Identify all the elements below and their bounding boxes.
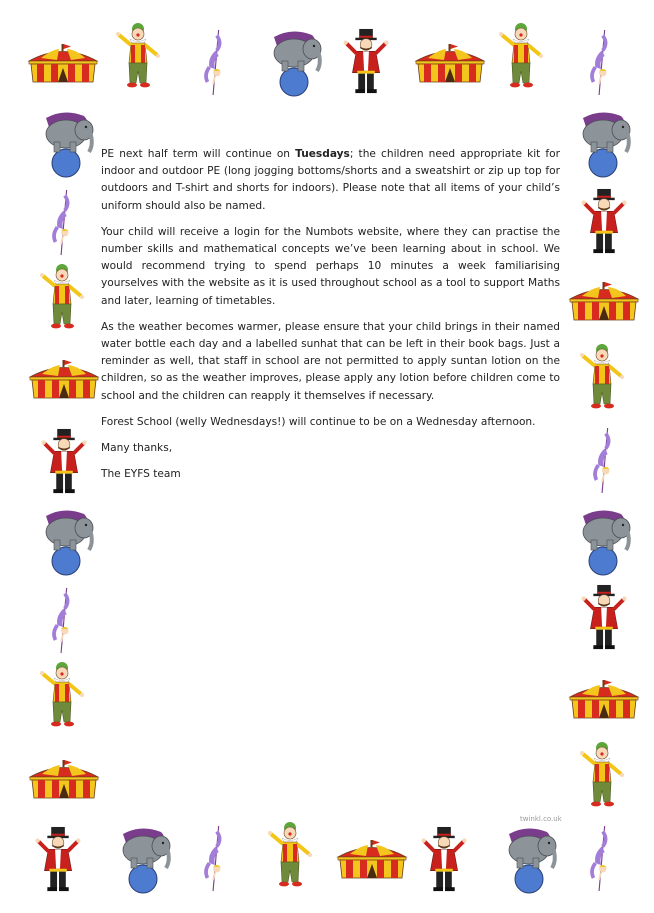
- clown-icon: [114, 21, 164, 91]
- ringmaster-icon: [34, 826, 84, 894]
- acrobat-icon: [199, 30, 229, 95]
- ringmaster-icon: [420, 826, 470, 894]
- elephant-on-ball-icon: [499, 824, 559, 894]
- circus-tent-icon: [336, 840, 408, 880]
- ringmaster-icon: [580, 584, 630, 652]
- circus-tent-icon: [27, 44, 99, 84]
- clown-icon: [266, 820, 316, 890]
- signature: The EYFS team: [101, 468, 181, 481]
- acrobat-icon: [47, 190, 77, 255]
- elephant-on-ball-icon: [113, 824, 173, 894]
- clown-icon: [38, 262, 88, 332]
- elephant-on-ball-icon: [573, 506, 633, 576]
- circus-tent-icon: [568, 680, 640, 720]
- clown-icon: [578, 740, 628, 810]
- acrobat-icon: [585, 826, 615, 891]
- ringmaster-icon: [40, 428, 90, 496]
- acrobat-icon: [585, 30, 615, 95]
- circus-tent-icon: [568, 282, 640, 322]
- acrobat-icon: [47, 588, 77, 653]
- acrobat-icon: [199, 826, 229, 891]
- elephant-on-ball-icon: [36, 506, 96, 576]
- numbots-paragraph: Your child will receive a login for the Numbots website, where they can practise the number skills and mathematical concepts we’ve been learning about in school. We would recommend trying to spend perhaps 10 minutes a week familiarising yourselves with the website as it is used throughout school as a tool to support Maths and later, learning of timetables.: [101, 225, 560, 307]
- ringmaster-icon: [342, 28, 392, 96]
- elephant-on-ball-icon: [573, 108, 633, 178]
- sign-off: Many thanks,: [101, 442, 173, 455]
- weather-paragraph: As the weather becomes warmer, please ensure that your child brings in their named water bottle each day and a labelled sunhat that can be left in their book bags. Just a reminder as well, that staff in school are not permitted to apply suntan lotion on the children, so as the weather improves, please apply any lotion before children come to school and the children can reapply it themselves if necessary.: [101, 320, 560, 402]
- forest-school-paragraph: Forest School (welly Wednesdays!) will continue to be on a Wednesday afternoon.: [101, 415, 536, 428]
- clown-icon: [38, 660, 88, 730]
- acrobat-icon: [588, 428, 618, 493]
- ringmaster-icon: [580, 188, 630, 256]
- clown-icon: [497, 21, 547, 91]
- circus-tent-icon: [28, 760, 100, 800]
- elephant-on-ball-icon: [36, 108, 96, 178]
- elephant-on-ball-icon: [264, 27, 324, 97]
- pe-day-emphasis: Tuesdays: [295, 148, 350, 160]
- watermark: twinkl.co.uk: [520, 815, 562, 823]
- pe-paragraph: [101, 146, 560, 215]
- clown-icon: [578, 342, 628, 412]
- letter-body: [101, 146, 560, 492]
- circus-tent-icon: [28, 360, 100, 400]
- pe-text-start: PE next half term will continue on: [101, 148, 296, 160]
- circus-tent-icon: [414, 44, 486, 84]
- pe-text-end: ; the children need appropriate kit for indoor and outdoor PE (long jogging bottoms/shorts and a sweatshirt or zip up top for outdoors and T-shirt and shorts for indoors). Please note that all items of your child’s uniform should also be named.: [101, 148, 560, 212]
